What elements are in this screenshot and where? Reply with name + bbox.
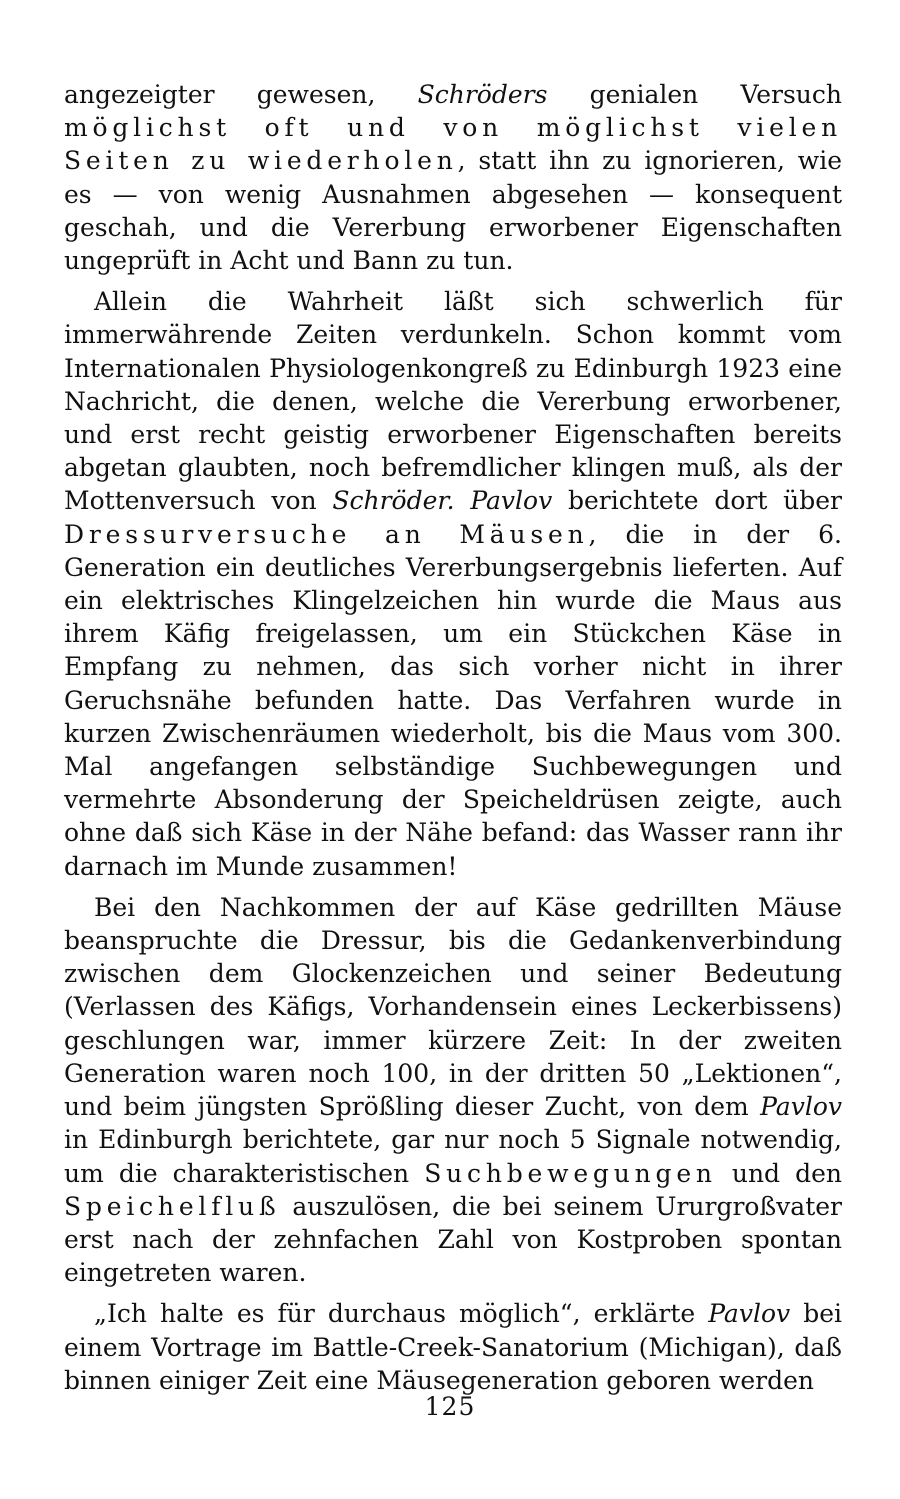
page-body bbox=[64, 78, 842, 1397]
text-segment-italic: Pavlov bbox=[708, 1299, 791, 1329]
text-segment: auszulösen, die bei seinem Ururgroßvater erst nach der zehnfachen Zahl von Kostproben spontan eingetreten waren. bbox=[64, 1191, 842, 1288]
text-segment-italic: Pavlov bbox=[760, 1092, 842, 1122]
text-segment-spaced: Dressurversuche an Mäusen bbox=[64, 519, 589, 549]
text-segment: Allein die Wahrheit läßt sich schwerlich für immerwährende Zeiten verdunkeln. Schon kommt vom Internationalen Physiologenkongreß zu Edinburgh 1923 eine Nachricht, die denen, welche die Vererbung erworbener, und erst recht geistig erworbener Eigenschaften bereits abgetan glaubten, noch befremdlicher klingen muß, als der Mottenversuch von bbox=[64, 287, 842, 516]
paragraph-2 bbox=[64, 285, 842, 883]
text-segment-italic: Schröder. Pavlov bbox=[332, 486, 553, 516]
text-segment-spaced: möglichst oft und von möglichst vielen Seiten zu wiederholen bbox=[64, 113, 842, 176]
text-segment: bei einem Vortrage im Battle-Creek-Sanatorium (Michigan), daß binnen einiger Zeit eine Mäusegeneration geboren werden bbox=[64, 1299, 842, 1395]
text-segment: angezeigter gewesen, bbox=[64, 80, 418, 109]
text-segment: Bei den Nachkommen der auf Käse gedrillten Mäuse beanspruchte die Dressur, bis die Gedankenverbindung zwischen dem Glockenzeichen und seiner Bedeutung (Verlassen des Käfigs, Vorhandensein eines Leckerbissens) geschlungen war, immer kürzere Zeit: In der zweiten Generation waren noch 100, in der dritten 50 „Lektionen“, und beim jüngsten Sprößling dieser Zucht, von dem bbox=[64, 892, 842, 1122]
text-segment: , statt ihn zu ignorieren, wie es — von wenig Ausnahmen abgesehen — konsequent geschah, und die Vererbung erworbener Eigenschaften ungeprüft in Acht und Bann zu tun. bbox=[64, 146, 842, 276]
text-segment: und den bbox=[716, 1158, 842, 1188]
paragraph-4 bbox=[64, 1297, 842, 1397]
paragraph-3 bbox=[64, 891, 842, 1289]
text-segment-italic: Schröders bbox=[417, 80, 548, 109]
text-segment: berichtete dort über bbox=[552, 486, 842, 516]
text-segment: „Ich halte es für durchaus möglich“, erklärte bbox=[94, 1299, 709, 1329]
text-segment: in Edinburgh berichtete, gar nur noch 5 Signale notwendig, um die charakteristischen bbox=[64, 1125, 842, 1188]
page-number: 125 bbox=[424, 1392, 476, 1421]
text-segment-spaced: Speichelfluß bbox=[64, 1191, 281, 1221]
text-segment: genialen Versuch bbox=[547, 80, 842, 109]
text-segment: , die in der 6. Generation ein deutliches Vererbungsergebnis lieferten. Auf ein elektrisches Klingelzeichen hin wurde die Maus aus ihrem Käfig freigelassen, um ein Stückchen Käse in Empfang zu nehmen, das sich vorher nicht in ihrer Geruchsnähe befunden hatte. Das Verfahren wurde in kurzen Zwischenräumen wiederholt, bis die Maus vom 300. Mal angefangen selbständige Suchbewegungen und vermehrte Absonderung der Speicheldrüsen zeigte, auch ohne daß sich Käse in der Nähe befand: das Wasser rann ihr darnach im Munde zusammen! bbox=[64, 519, 842, 881]
text-segment-spaced: Suchbewegungen bbox=[424, 1158, 717, 1188]
paragraph-1 bbox=[64, 78, 842, 277]
